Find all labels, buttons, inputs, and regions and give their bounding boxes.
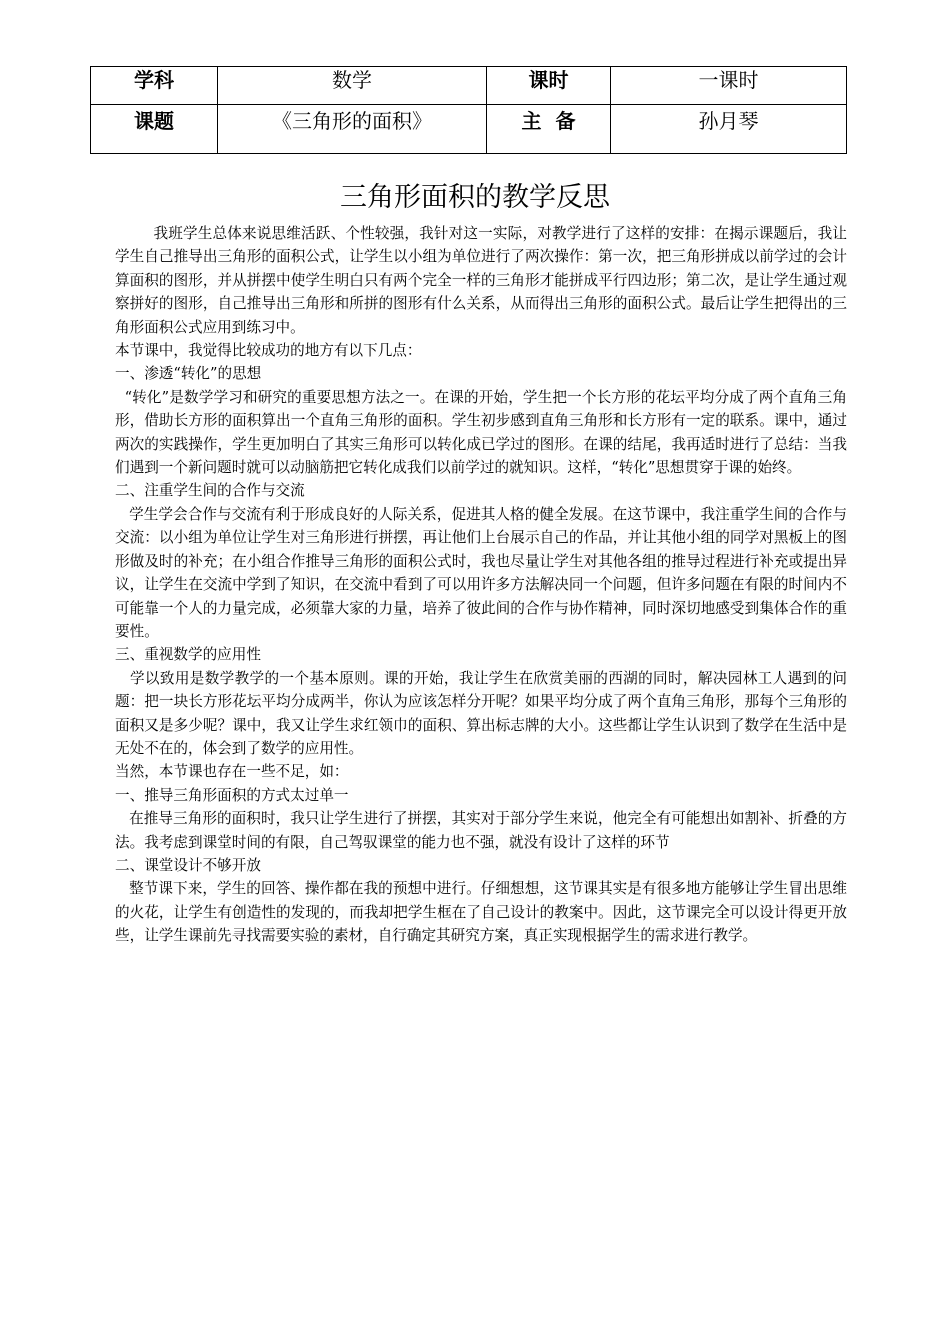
section-3-heading: 三、重视数学的应用性 xyxy=(115,646,261,664)
lead-teacher-value: 孙月琴 xyxy=(611,105,847,154)
subject-label: 学科 xyxy=(91,67,218,105)
document-title: 三角形面积的教学反思 xyxy=(340,182,610,213)
topic-label: 课题 xyxy=(91,105,218,154)
section-2-paragraph: 学生学会合作与交流有利于形成良好的人际关系，促进其人格的健全发展。在这节课中，我注重学生间的合作与交流：以小组为单位让学生对三角形进行拼摆，再让他们上台展示自己的作品，并让其他小组的同学对黑板上的图形做及时的补充；在小组合作推导三角形的面积公式时，我也尽量让学生对其他各组的推导过程进行补充或提出异议，让学生在交流中学到了知识，在交流中看到了可以用许多方法解决同一个问题，但许多问题在有限的时间内不可能靠一个人的力量完成，必须靠大家的力量，培养了彼此间的合作与协作精神，同时深切地感受到集体合作的重要性。 xyxy=(115,505,847,640)
subject-value: 数学 xyxy=(218,67,487,105)
period-label: 课时 xyxy=(487,67,611,105)
shortcoming-1-paragraph: 在推导三角形的面积时，我只让学生进行了拼摆，其实对于部分学生来说，他完全有可能想出如割补、折叠的方法。我考虑到课堂时间的有限，自己驾驭课堂的能力也不强，就没有设计了这样的环节 xyxy=(115,810,847,851)
info-row-topic xyxy=(91,105,847,154)
section-1-heading: 一、渗透“转化”的思想 xyxy=(115,365,262,383)
successes-heading: 本节课中，我觉得比较成功的地方有以下几点： xyxy=(115,342,422,360)
shortcoming-2-paragraph: 整节课下来，学生的回答、操作都在我的预想中进行。仔细想想，这节课其实是有很多地方能够让学生冒出思维的火花，让学生有创造性的发现的，而我却把学生框在了自己设计的教案中。因此，这节课完全可以设计得更开放些，让学生课前先寻找需要实验的素材，自行确定其研究方案，真正实现根据学生的需求进行教学。 xyxy=(115,880,847,945)
lesson-info-table xyxy=(90,66,847,154)
intro-paragraph: 我班学生总体来说思维活跃、个性较强，我针对这一实际，对教学进行了这样的安排：在揭示课题后，我让学生自己推导出三角形的面积公式，让学生以小组为单位进行了两次操作：第一次，把三角形拼成以前学过的会计算面积的图形，并从拼摆中使学生明白只有两个完全一样的三角形才能拼成平行四边形；第二次，是让学生通过观察拼好的图形，自己推导出三角形和所拼的图形有什么关系，从而得出三角形的面积公式。最后让学生把得出的三角形面积公式应用到练习中。 xyxy=(115,225,847,336)
section-2-heading: 二、注重学生间的合作与交流 xyxy=(115,482,305,500)
document-body xyxy=(115,222,847,948)
section-1-paragraph: “转化”是数学学习和研究的重要思想方法之一。在课的开始，学生把一个长方形的花坛平均分成了两个直角三角形，借助长方形的面积算出一个直角三角形的面积。学生初步感到直角三角形和长方形有一定的联系。课中，通过两次的实践操作，学生更加明白了其实三角形可以转化成已学过的图形。在课的结尾，我再适时进行了总结：当我们遇到一个新问题时就可以动脑筋把它转化成我们以前学过的就知识。这样，“转化”思想贯穿于课的始终。 xyxy=(115,388,847,477)
topic-value: 《三角形的面积》 xyxy=(218,105,487,154)
info-row-subject xyxy=(91,67,847,105)
shortcomings-heading: 当然，本节课也存在一些不足，如： xyxy=(115,763,349,781)
shortcoming-2-heading: 二、课堂设计不够开放 xyxy=(115,856,261,874)
lead-teacher-label: 主 备 xyxy=(487,105,611,154)
section-3-paragraph: 学以致用是数学教学的一个基本原则。课的开始，我让学生在欣赏美丽的西湖的同时，解决园林工人遇到的问题：把一块长方形花坛平均分成两半，你认为应该怎样分开呢？如果平均分成了两个直角三角形，那每个三角形的面积又是多少呢？课中，我又让学生求红领巾的面积、算出标志牌的大小。这些都让学生认识到了数学在生活中是无处不在的，体会到了数学的应用性。 xyxy=(115,669,847,757)
shortcoming-1-heading: 一、推导三角形面积的方式太过单一 xyxy=(115,786,349,804)
period-value: 一课时 xyxy=(611,67,847,105)
